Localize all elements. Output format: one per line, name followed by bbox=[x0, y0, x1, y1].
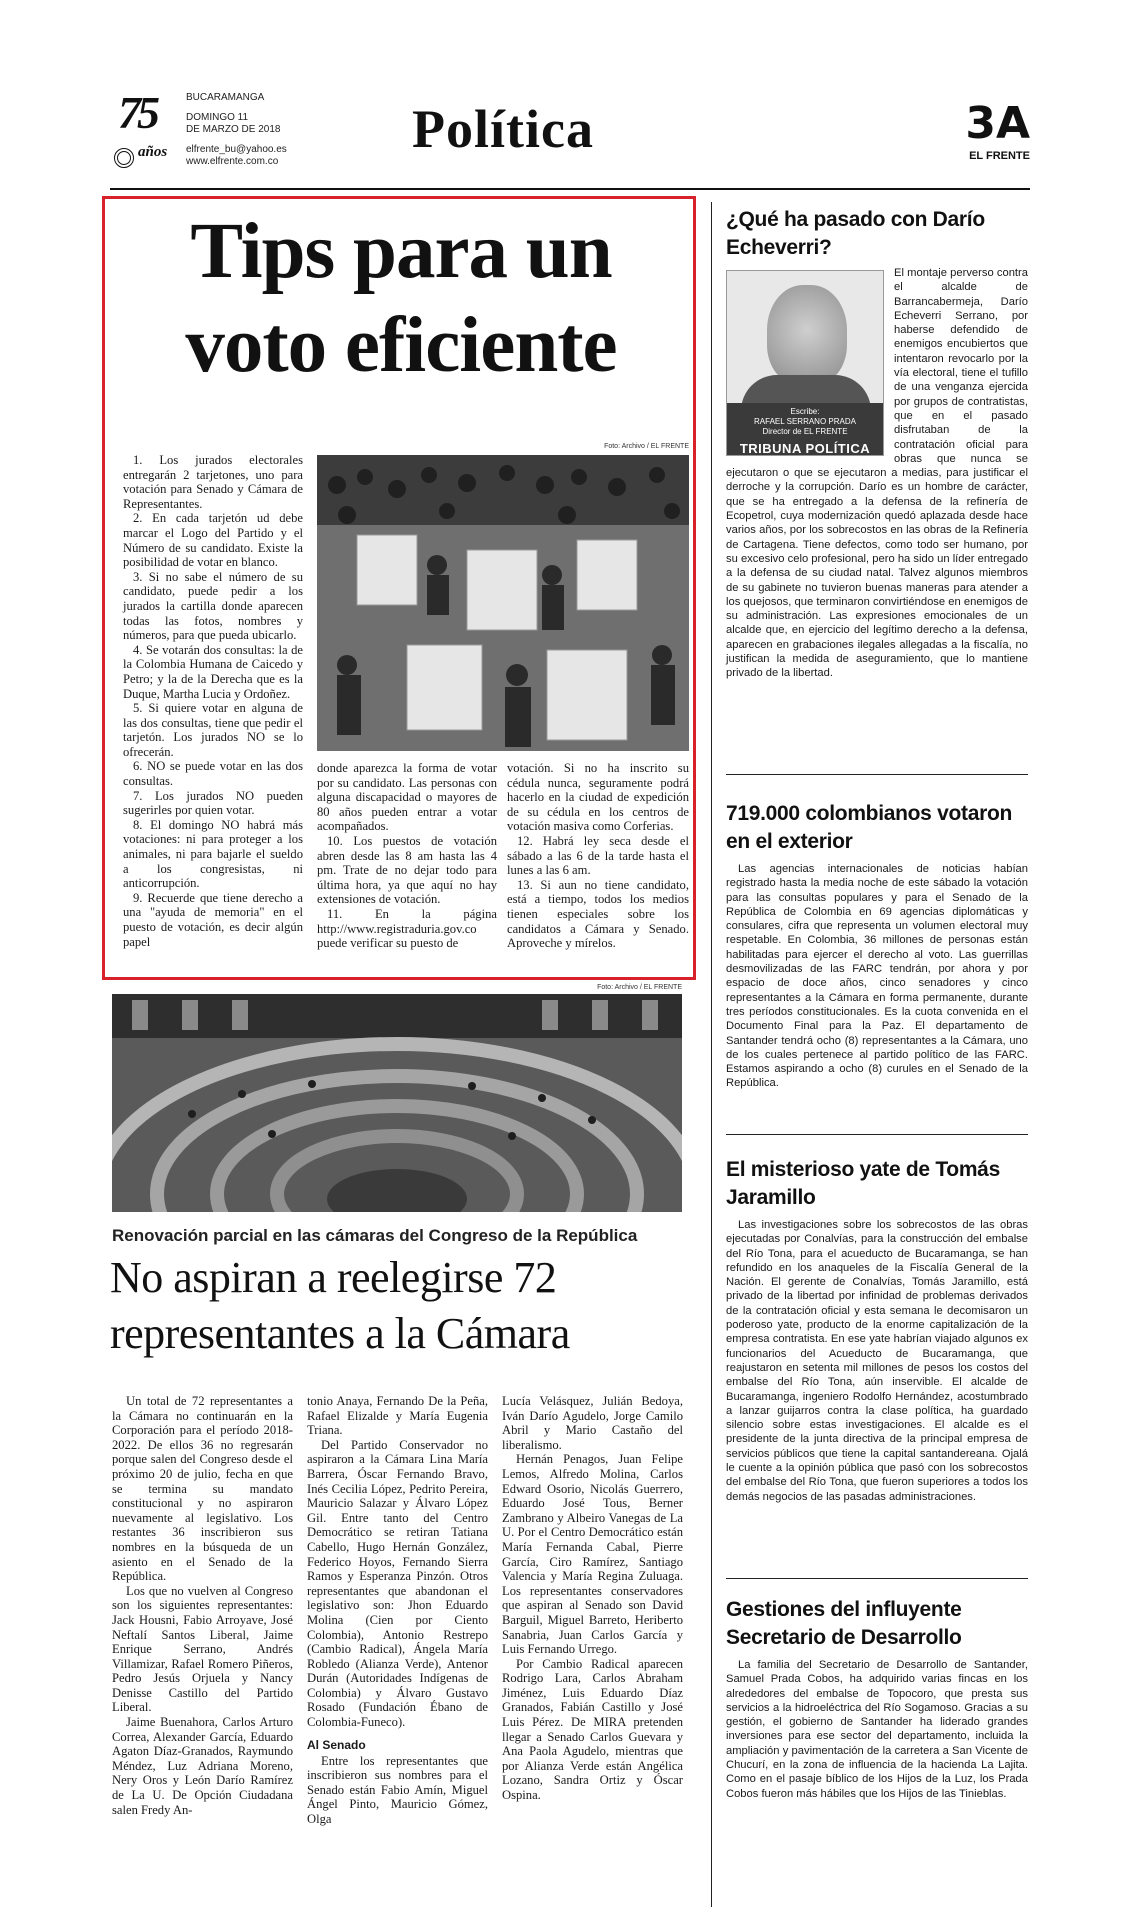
voting-hall-image bbox=[317, 455, 689, 751]
portrait-caption bbox=[727, 403, 883, 455]
article-paragraph: tonio Anaya, Fernando De la Peña, Rafael Elizalde y María Eugenia Triana. bbox=[307, 1394, 488, 1438]
film-reel-icon bbox=[114, 148, 134, 168]
tip-item: 11. En la página http://www.registraduria.gov.co puede verificar su puesto de bbox=[317, 906, 497, 951]
article-paragraph: Hernán Penagos, Juan Felipe Lemos, Alfredo Molina, Carlos Edward Osorio, Nicolás Guerrero, Eduardo José Tous, Berner Zambrano y Albeiro Vanegas de La U. Por el Centro Democrático están María Fernanda Cabal, Pierre García, Ciro Ramírez, Santiago Valencia y María Regina Zuluaga. Los representantes conservadores que aspiran al Senado son David Barguil, Miguel Barreto, Heriberto Sanabria, Juan Carlos García y Luis Fernando Urrego. bbox=[502, 1452, 683, 1657]
story-title: 719.000 colombianos votaron en el exterior bbox=[726, 802, 1013, 853]
tip-item: 13. Si aun no tiene candidato, está a tiempo, todos los medios tienen especiales sobre los candidatos a Cámara y Senado. Aproveche y mírelos. bbox=[507, 877, 689, 951]
tips-headline: Tips para un voto eficiente bbox=[185, 208, 617, 389]
tip-item: 3. Si no sabe el número de su candidato, puede pedir a los jurados la cartilla donde aparecen todas las fotos, nombres y números, para que pueda ubicarlo. bbox=[123, 569, 303, 643]
article-paragraph: Jaime Buenahora, Carlos Arturo Correa, Alexander García, Eduardo Agaton Díaz-Granados, Raymundo Méndez, Luz Adriana Moreno, Nery Oros y León Darío Ramírez de La U. De Opción Ciudadana salen Fredy An- bbox=[112, 1715, 293, 1817]
masthead bbox=[110, 87, 1030, 182]
tip-item: 12. Habrá ley seca desde el sábado a las 6 de la tarde hasta el lunes a las 6 am. bbox=[507, 833, 689, 878]
columnist-portrait bbox=[726, 270, 884, 456]
tip-item: 9. Recuerde que tiene derecho a una "ayuda de memoria" en el puesto de votación, es decir algún papel bbox=[123, 890, 303, 949]
tips-column-middle bbox=[317, 761, 497, 951]
photo-credit: Foto: Archivo / EL FRENTE bbox=[597, 984, 682, 991]
story-text: La familia del Secretario de Desarrollo de Santander, Samuel Prada Cobos, ha adquirido varias fincas en los alrededores del embalse de Topocoro, que presta sus servicios a la hidroeléctrica del Río Sogamoso. Gracias a su gestión, el gobierno de Santander ha liderado grandes inversiones para ese sector del departamento, incluida la ampliación y pavimentación de la carretera a San Vicente de Chucurí, en la zona de influencia de la hacienda La Lajita. Como en el pasaje bíblico de los Hijos de la Luz, los Prada Cobos fueron más hábiles que los Hijos de las Tinieblas. bbox=[726, 1659, 1028, 1800]
article-paragraph: Por Cambio Radical aparecen Rodrigo Lara, Carlos Abraham Jiménez, Luis Eduardo Díaz Granados, Fabián Castillo y José Luis Pérez. De MIRA pretenden llegar a Senado Carlos Guevara y Ana Paola Agudelo, mientras que por Alianza Verde están Angélica Lozano, Sandra Ortiz y Óscar Ospina. bbox=[502, 1656, 683, 1803]
story-text: Las agencias internacionales de noticias habían registrado hasta la media noche de este sábado la votación para las consultas populares y para el Senado de la República de Colombia en 69 agencias diplomáticas y consulares, cifra que representa un volumen electoral muy respetable. En Colombia, 36 millones de personas están habilitadas para ejercer el derecho al voto. Las guerrillas desmovilizadas de las FARC tendrán, por ahora y por espacio de doce años, cinco senadores y cinco representantes a la Cámara en forma permanente, durante tres períodos constitucionales. Es la cuota convenida en el Documento Final para la Paz. El departamento de Santander tendrá ocho (8) representantes a la Cámara, uno de los cuales pertenece al partido político de las FARC. Estamos aspirando a ocho (8) curules en el Senado de la República. bbox=[726, 863, 1028, 1090]
tip-item: 5. Si quiere votar en alguna de las dos consultas, tiene que pedir el tarjetón. Los jurados NO se lo ofrecerán. bbox=[123, 701, 303, 759]
congress-photo bbox=[112, 984, 682, 1212]
story-body bbox=[726, 1658, 1028, 1801]
congress-column-1 bbox=[112, 1394, 293, 1827]
story-yate bbox=[726, 1156, 1028, 1504]
article-paragraph: Lucía Velásquez, Julián Bedoya, Iván Darío Agudelo, Jorge Camilo Abril y Mario Castaño del liberalismo. bbox=[502, 1394, 683, 1452]
article-paragraph: Los que no vuelven al Congreso son los siguientes representantes: Jack Housni, Fabio Arroyave, José Neftalí Santos Liberal, Jaime Enrique Serrano, Andrés Villamizar, Rafael Romero Piñeros, Pedro Jesús Orjuela y Nancy Denisse Castillo del Partido Liberal. bbox=[112, 1583, 293, 1715]
byline-name: RAFAEL SERRANO PRADA bbox=[754, 417, 856, 426]
column-divider bbox=[711, 202, 712, 1907]
website-link[interactable]: www.elfrente.com.co bbox=[186, 156, 279, 167]
byline-label: Escribe: bbox=[790, 407, 820, 416]
article-paragraph: Entre los representantes que inscribieron sus nombres para el Senado están Fabio Amín, Miguel Ángel Pinto, Mauricio Gómez, Olga bbox=[307, 1753, 488, 1827]
story-divider bbox=[726, 1134, 1028, 1135]
story-title: ¿Qué ha pasado con Darío Echeverri? bbox=[726, 208, 985, 259]
story-title: Gestiones del influyente Secretario de Desarrollo bbox=[726, 1598, 962, 1649]
story-body bbox=[726, 1218, 1028, 1504]
tip-item: votación. Si no ha inscrito su cédula nunca, seguramente podrá hacerlo en la ciudad de expedición de su cédula en los centros de votación masiva como Corferias. bbox=[507, 761, 689, 834]
congress-headline: No aspiran a reelegirse 72 representantes a la Cámara bbox=[110, 1253, 570, 1358]
congress-kicker: Renovación parcial en las cámaras del Congreso de la República bbox=[112, 1226, 638, 1245]
anniversary-label: años bbox=[138, 144, 168, 160]
masthead-rule bbox=[110, 188, 1030, 190]
photo-credit: Foto: Archivo / EL FRENTE bbox=[604, 443, 689, 450]
story-exterior bbox=[726, 800, 1028, 1091]
congress-article bbox=[112, 1394, 684, 1827]
article-paragraph: Un total de 72 representantes a la Cámara no continuarán en la Corporación para el período 2018-2022. De ellos 36 no regresarán porque salen del Congreso desde el próximo 20 de julio, fecha en que se termina su mandato constitucional y no aspiraron nuevamente al legislativo. Los restantes 36 inscribieron sus nombres en la búsqueda de un asiento en el Senado de la República. bbox=[112, 1394, 293, 1584]
story-title: El misterioso yate de Tomás Jaramillo bbox=[726, 1158, 1000, 1209]
article-paragraph: Del Partido Conservador no aspiraron a la Cámara Lina María Barrera, Óscar Fernando Bravo, Inés Cecilia López, Pedrito Pereira, Mauricio Salazar y Álvaro López Gil. Entre tanto del Centro Democrático se retiran Tatiana Cabello, Hugo Hernán González, Federico Hoyos, Fernando Sierra Ramos y Esperanza Pinzón. Otros representantes que abandonan el legislativo son: Jhon Eduardo Molina (Cien por Ciento Colombia), Antonio Restrepo (Cambio Radical), Ángela María Robledo (Alianza Verde), Antenor Durán (Autoridades Indígenas de Colombia) y Álvaro Gustavo Rosado (Fundación Ébano de Colombia-Funeco). bbox=[307, 1437, 488, 1730]
city: BUCARAMANGA bbox=[186, 92, 265, 103]
page-number: 3A bbox=[965, 98, 1030, 149]
story-body bbox=[726, 862, 1028, 1091]
tip-item: 4. Se votarán dos consultas: la de la Colombia Humana de Caicedo y Petro; y la de la Derecha que es la Duque, Martha Lucia y Ordoñez. bbox=[123, 642, 303, 701]
byline-role: Director de EL FRENTE bbox=[762, 427, 848, 436]
story-divider bbox=[726, 774, 1028, 775]
tip-item: 10. Los puestos de votación abren desde las 8 am hasta las 4 pm. Trate de no dejar todo para última hora, ya que aquí no hay extensiones de votación. bbox=[317, 833, 497, 907]
tip-item: 1. Los jurados electorales entregarán 2 tarjetones, uno para votación para Senado y Cámara de Representantes. bbox=[123, 453, 303, 511]
story-text: El montaje perverso contra el alcalde de Barrancabermeja, Darío Echeverri Serrano, por haberse defendido de enemigos encubiertos que intentaron revocarlo por la vía electoral, tiene el tufillo de una venganza ejercida por grupos de contratistas, que en el pasado disfrutaban de la contratación oficial para obras que nunca se ejecutaron o que se ejecutaron a medias, para justificar el derroche y la corrupción. Darío es un hombre de carácter, que se ha entregado a la defensa de la refinería de Ecopetrol, cuya modernización quedó aplazada desde hace varios años, por los sobrecostos en las obras de la Refinería de Cartagena. Tiene defectos, como todo ser humano, por su excesivo celo profesional, pero ha sido un líder entregado a la defensa de su ciudad natal. Talvez algunos miembros de su gabinete no tuvieron buenas maneras para atender a los quejosos, que terminaron convirtiéndose en enemigos de su administración. Las expresiones emocionales de un alcalde que, en ejercicio del legítimo derecho a la defensa, aparecen en grabaciones ilegales allegadas a la fiscalía, no justifican la medida de aseguramiento, que lo mantiene privado de la libertad. bbox=[726, 267, 1028, 680]
tip-item: 8. El domingo NO habrá más votaciones: ni para proteger a los animales, ni para bajarle el sueldo a los congresistas, ni anticorrupción. bbox=[123, 817, 303, 891]
masthead-info bbox=[186, 92, 287, 169]
newspaper-name: EL FRENTE bbox=[969, 150, 1030, 162]
issue-day: DOMINGO 11 bbox=[186, 111, 249, 123]
congress-column-3 bbox=[502, 1394, 683, 1827]
portrait-face bbox=[767, 285, 847, 385]
column-name: TRIBUNA POLÍTICA bbox=[739, 441, 871, 456]
anniversary-number: 75 bbox=[118, 87, 156, 138]
congress-chamber-image bbox=[112, 994, 682, 1212]
contact-email[interactable]: elfrente_bu@yahoo.es bbox=[186, 143, 287, 155]
story-echeverri bbox=[726, 206, 1028, 681]
tips-column-left bbox=[123, 453, 303, 949]
tips-box bbox=[102, 196, 696, 980]
tips-column-right bbox=[507, 761, 689, 951]
section-title: Política bbox=[412, 99, 594, 159]
voting-photo bbox=[317, 443, 689, 751]
issue-date: DE MARZO DE 2018 bbox=[186, 124, 281, 135]
congress-column-2 bbox=[307, 1394, 488, 1827]
story-desarrollo bbox=[726, 1596, 1028, 1801]
story-body bbox=[726, 266, 1028, 681]
tip-item: 2. En cada tarjetón ud debe marcar el Logo del Partido y el Número de su candidato. Existe la posibilidad de votar en blanco. bbox=[123, 511, 303, 570]
anniversary-logo bbox=[110, 87, 174, 172]
tip-item: 7. Los jurados NO pueden sugerirles por quien votar. bbox=[123, 788, 303, 818]
article-subhead: Al Senado bbox=[307, 1737, 366, 1752]
story-divider bbox=[726, 1578, 1028, 1579]
story-text: Las investigaciones sobre los sobrecostos de las obras ejecutadas por Conalvías, para la construcción del embalse del Río Tona, para el acueducto de Bucaramanga, se han refundido en los anaqueles de la Fiscalía General de la Nación. El gerente de Conalvías, Tomás Jaramillo, está privado de la libertad por infinidad de problemas derivados de la contratación oficial y esta semana le decomisaron un poderoso yate, producto de la enorme capitalización de la empresa contratista. En ese yate habrían viajado algunos ex funcionarios del Acueducto de Bucaramanga, que reajustaron en setenta mil millones de pesos los costos del embalse del Río Tona, aún inservible. El alcalde de Bucaramanga, ingeniero Rodolfo Hernández, acostumbrado a lanzar guijarros contra la clase política, ha guardado silencio sobre estas investigaciones. El alcalde es el presidente de la junta directiva de la principal empresa de servicios públicos que tiene la capital santandereana. Ojalá le cuente a la opinión pública que pasó con los sobrecostos del embalse del Río Tona, que fueron superiores a todos los demás negocios de las pasadas administraciones. bbox=[726, 1219, 1028, 1503]
tip-item: donde aparezca la forma de votar por su candidato. Las personas con alguna discapacidad o mayores de 80 años pueden entrar a votar acompañados. bbox=[317, 761, 497, 834]
tip-item: 6. NO se puede votar en las dos consultas. bbox=[123, 759, 303, 789]
